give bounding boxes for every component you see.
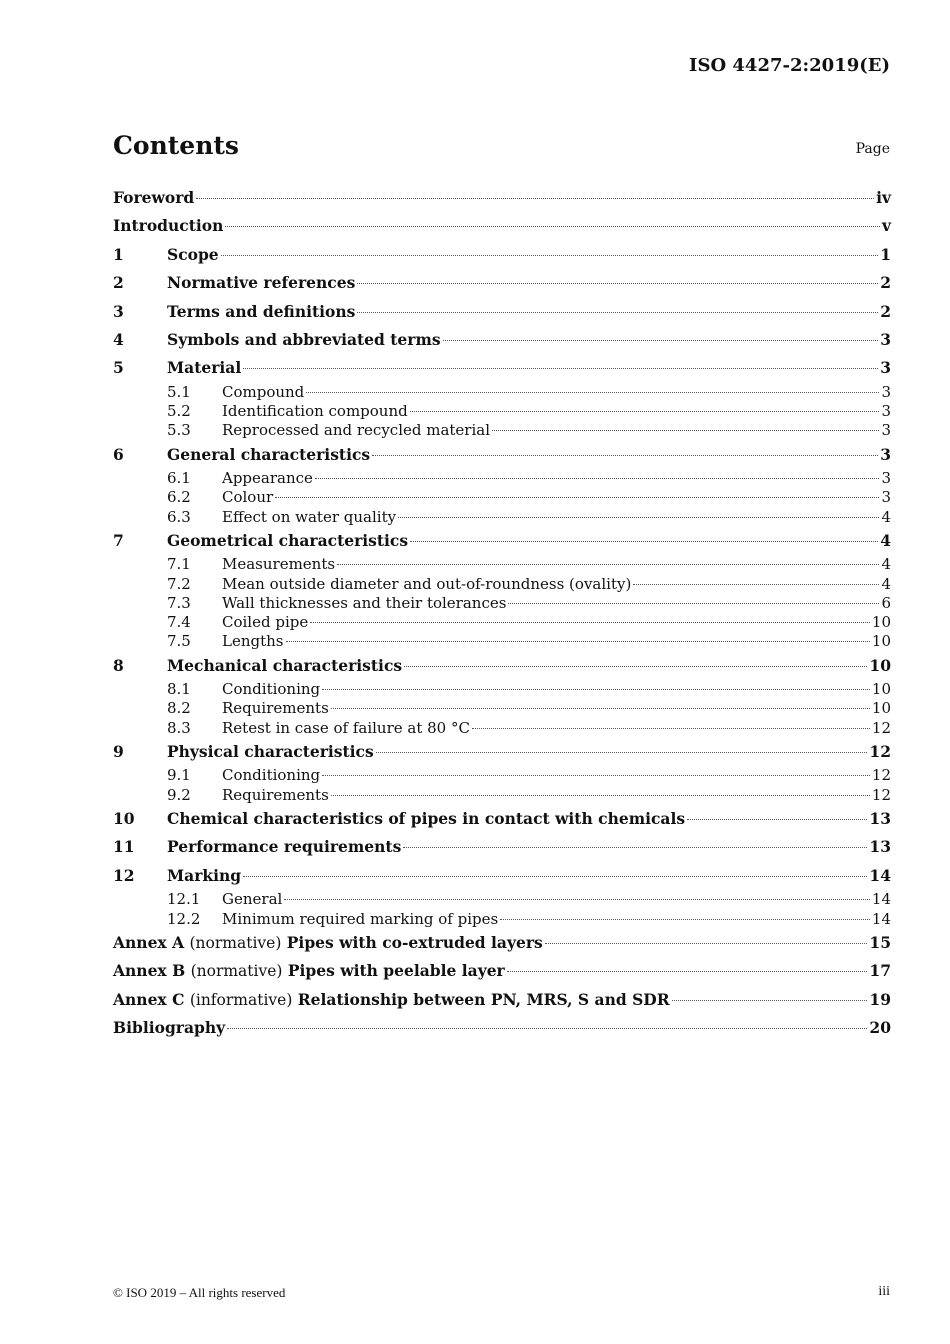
toc-entry[interactable] bbox=[113, 269, 891, 297]
toc-entry[interactable] bbox=[113, 469, 891, 488]
annex-label: Annex A bbox=[113, 932, 185, 952]
toc-entry[interactable] bbox=[113, 786, 891, 805]
dot-leader bbox=[492, 430, 879, 431]
dot-leader bbox=[331, 708, 870, 709]
toc-entry[interactable] bbox=[113, 632, 891, 651]
toc-entry-page: 17 bbox=[869, 961, 891, 981]
dot-leader bbox=[322, 775, 870, 776]
dot-leader bbox=[376, 752, 868, 753]
toc-entry-page: 20 bbox=[869, 1017, 891, 1037]
toc-entry-number: 12.2 bbox=[167, 909, 201, 928]
dot-leader bbox=[275, 497, 879, 498]
dot-leader bbox=[284, 899, 870, 900]
dot-leader bbox=[286, 641, 870, 642]
dot-leader bbox=[443, 340, 879, 341]
toc-entry-title: Lengths bbox=[222, 632, 284, 651]
toc-entry-number: 9.2 bbox=[167, 785, 191, 804]
toc-entry-number: 7.4 bbox=[167, 613, 191, 632]
toc-entry-title: Bibliography bbox=[113, 1017, 226, 1037]
page-number: iii bbox=[878, 1284, 890, 1299]
toc-entry-title: Requirements bbox=[222, 699, 329, 718]
toc-entry-title: Scope bbox=[167, 244, 219, 264]
toc-entry-page: 10 bbox=[871, 632, 891, 651]
toc-entry-number: 4 bbox=[113, 329, 124, 349]
toc-entry-number: 5.1 bbox=[167, 382, 191, 401]
toc-entry-title: Terms and definitions bbox=[167, 301, 356, 321]
dot-leader bbox=[672, 1000, 868, 1001]
toc-entry[interactable] bbox=[113, 488, 891, 507]
toc-entry-page: 14 bbox=[869, 865, 891, 885]
toc-entry-title: Normative references bbox=[167, 273, 356, 293]
toc-entry-page: 4 bbox=[881, 555, 891, 574]
toc-entry-number: 5 bbox=[113, 358, 124, 378]
toc-entry-title: Material bbox=[167, 358, 242, 378]
dot-leader bbox=[372, 455, 878, 456]
dot-leader bbox=[306, 392, 879, 393]
toc-entry-number: 12 bbox=[113, 865, 135, 885]
toc-entry[interactable] bbox=[113, 833, 891, 861]
toc-entry-title: Physical characteristics bbox=[167, 742, 374, 762]
dot-leader bbox=[196, 198, 874, 199]
toc-entry-number: 8 bbox=[113, 655, 124, 675]
toc-entry-title: Measurements bbox=[222, 555, 336, 574]
table-of-contents bbox=[113, 184, 891, 1042]
page-title: Contents bbox=[113, 131, 240, 160]
dot-leader bbox=[687, 819, 867, 820]
toc-entry[interactable] bbox=[113, 241, 891, 269]
toc-entry-title bbox=[113, 929, 543, 957]
toc-entry-page: 4 bbox=[880, 530, 891, 550]
toc-entry-title: Wall thicknesses and their tolerances bbox=[222, 593, 507, 612]
dot-leader bbox=[243, 368, 878, 369]
toc-entry-number: 11 bbox=[113, 837, 135, 857]
dot-leader bbox=[322, 689, 870, 690]
toc-entry-page: 6 bbox=[881, 593, 891, 612]
dot-leader bbox=[500, 919, 870, 920]
toc-entry-title: Chemical characteristics of pipes in contact with chemicals bbox=[167, 809, 686, 829]
annex-title: Pipes with peelable layer bbox=[287, 961, 505, 981]
toc-entry[interactable] bbox=[113, 929, 891, 957]
toc-entry-page: 4 bbox=[881, 507, 891, 526]
toc-entry-title: Conditioning bbox=[222, 766, 321, 785]
toc-entry-number: 7.3 bbox=[167, 593, 191, 612]
toc-entry-page: 15 bbox=[869, 932, 891, 952]
dot-leader bbox=[221, 255, 879, 256]
toc-entry-page: v bbox=[881, 216, 891, 236]
toc-entry-number: 7.2 bbox=[167, 574, 191, 593]
toc-entry-title: Requirements bbox=[222, 785, 329, 804]
toc-entry[interactable] bbox=[113, 421, 891, 440]
toc-entry-title: Compound bbox=[222, 382, 305, 401]
dot-leader bbox=[225, 226, 880, 227]
toc-entry[interactable] bbox=[113, 354, 891, 382]
toc-entry-page: 12 bbox=[871, 718, 891, 737]
toc-entry[interactable] bbox=[113, 508, 891, 527]
toc-entry-number: 1 bbox=[113, 244, 124, 264]
toc-entry-title: Conditioning bbox=[222, 680, 321, 699]
toc-entry-page: 1 bbox=[880, 244, 891, 264]
toc-entry-page: 10 bbox=[871, 699, 891, 718]
toc-entry-page: 3 bbox=[880, 358, 891, 378]
annex-title: Relationship between PN, MRS, S and SDR bbox=[297, 989, 670, 1009]
dot-leader bbox=[410, 541, 878, 542]
toc-entry-number: 10 bbox=[113, 809, 135, 829]
toc-entry-page: 13 bbox=[869, 837, 891, 857]
toc-entry-page: 4 bbox=[881, 574, 891, 593]
toc-entry[interactable] bbox=[113, 575, 891, 594]
toc-entry-title bbox=[113, 957, 505, 985]
toc-entry-title: Performance requirements bbox=[167, 837, 402, 857]
annex-title: Pipes with co-extruded layers bbox=[286, 932, 543, 952]
dot-leader bbox=[403, 847, 867, 848]
toc-entry-number: 7 bbox=[113, 530, 124, 550]
toc-entry-title: Minimum required marking of pipes bbox=[222, 909, 499, 928]
dot-leader bbox=[315, 478, 880, 479]
document-id: ISO 4427-2:2019(E) bbox=[689, 55, 890, 76]
toc-entry-page: 3 bbox=[881, 488, 891, 507]
toc-entry-number: 8.2 bbox=[167, 699, 191, 718]
toc-entry[interactable] bbox=[113, 699, 891, 718]
toc-entry-number: 6.2 bbox=[167, 488, 191, 507]
toc-entry[interactable] bbox=[113, 719, 891, 738]
toc-entry[interactable] bbox=[113, 184, 891, 212]
toc-entry-number: 12.1 bbox=[167, 890, 201, 909]
annex-type: (normative) bbox=[189, 933, 282, 952]
dot-leader bbox=[357, 312, 878, 313]
toc-entry-number: 6 bbox=[113, 444, 124, 464]
toc-entry-title: Mechanical characteristics bbox=[167, 655, 403, 675]
toc-entry-page: 3 bbox=[881, 469, 891, 488]
toc-entry-number: 8.1 bbox=[167, 680, 191, 699]
toc-entry-title bbox=[113, 986, 670, 1014]
toc-entry[interactable] bbox=[113, 613, 891, 632]
toc-entry-title: Foreword bbox=[113, 188, 195, 207]
dot-leader bbox=[398, 517, 879, 518]
dot-leader bbox=[310, 622, 870, 623]
toc-entry-number: 8.3 bbox=[167, 718, 191, 737]
toc-entry[interactable] bbox=[113, 862, 891, 890]
toc-entry-title: Introduction bbox=[113, 216, 224, 236]
dot-leader bbox=[472, 728, 870, 729]
dot-leader bbox=[243, 876, 867, 877]
toc-entry-title: General characteristics bbox=[167, 444, 371, 464]
toc-entry-title: Retest in case of failure at 80 °C bbox=[222, 718, 470, 737]
toc-entry-page: iv bbox=[876, 188, 891, 207]
toc-entry-page: 3 bbox=[881, 421, 891, 440]
toc-entry-page: 10 bbox=[871, 680, 891, 699]
toc-entry-title: Colour bbox=[222, 488, 274, 507]
dot-leader bbox=[331, 795, 870, 796]
dot-leader bbox=[508, 603, 879, 604]
toc-entry-page: 3 bbox=[880, 444, 891, 464]
toc-entry-page: 3 bbox=[881, 382, 891, 401]
dot-leader bbox=[507, 971, 868, 972]
toc-entry-number: 6.1 bbox=[167, 469, 191, 488]
toc-entry-page: 13 bbox=[869, 809, 891, 829]
dot-leader bbox=[337, 564, 879, 565]
dot-leader bbox=[227, 1028, 867, 1029]
toc-entry-number: 7.5 bbox=[167, 632, 191, 651]
toc-entry-title: Marking bbox=[167, 865, 242, 885]
toc-entry-page: 14 bbox=[871, 909, 891, 928]
toc-entry-title: General bbox=[222, 890, 283, 909]
toc-entry[interactable] bbox=[113, 1014, 891, 1042]
toc-entry-number: 9.1 bbox=[167, 766, 191, 785]
toc-entry-title: Symbols and abbreviated terms bbox=[167, 329, 441, 349]
toc-entry[interactable] bbox=[113, 957, 891, 985]
toc-entry[interactable] bbox=[113, 594, 891, 613]
toc-entry-title: Coiled pipe bbox=[222, 613, 309, 632]
toc-entry-title: Identification compound bbox=[222, 402, 408, 421]
toc-entry-title: Appearance bbox=[222, 469, 313, 488]
toc-entry[interactable] bbox=[113, 680, 891, 699]
toc-entry[interactable] bbox=[113, 890, 891, 909]
toc-entry[interactable] bbox=[113, 805, 891, 833]
toc-entry-title: Reprocessed and recycled material bbox=[222, 421, 491, 440]
dot-leader bbox=[633, 584, 879, 585]
toc-entry-number: 2 bbox=[113, 273, 124, 293]
toc-entry[interactable] bbox=[113, 212, 891, 240]
toc-entry-page: 19 bbox=[869, 989, 891, 1009]
toc-entry[interactable] bbox=[113, 555, 891, 574]
toc-entry[interactable] bbox=[113, 383, 891, 402]
toc-entry[interactable] bbox=[113, 738, 891, 766]
toc-entry-page: 10 bbox=[871, 613, 891, 632]
toc-entry-page: 3 bbox=[881, 402, 891, 421]
toc-entry-title: Geometrical characteristics bbox=[167, 530, 409, 550]
toc-entry-page: 2 bbox=[880, 301, 891, 321]
toc-entry[interactable] bbox=[113, 402, 891, 421]
toc-entry-page: 12 bbox=[871, 766, 891, 785]
annex-type: (informative) bbox=[189, 990, 293, 1009]
toc-entry-page: 10 bbox=[869, 655, 891, 675]
toc-entry-number: 9 bbox=[113, 742, 124, 762]
toc-entry[interactable] bbox=[113, 766, 891, 785]
toc-entry[interactable] bbox=[113, 298, 891, 326]
toc-entry-page: 2 bbox=[880, 273, 891, 293]
toc-entry-number: 6.3 bbox=[167, 507, 191, 526]
toc-entry[interactable] bbox=[113, 986, 891, 1014]
toc-entry[interactable] bbox=[113, 910, 891, 929]
dot-leader bbox=[357, 283, 878, 284]
toc-entry-number: 5.2 bbox=[167, 402, 191, 421]
toc-entry-page: 14 bbox=[871, 890, 891, 909]
toc-entry[interactable] bbox=[113, 326, 891, 354]
toc-entry[interactable] bbox=[113, 652, 891, 680]
toc-entry-page: 12 bbox=[871, 785, 891, 804]
toc-entry-title: Effect on water quality bbox=[222, 507, 397, 526]
page-column-label: Page bbox=[855, 141, 890, 157]
toc-entry-number: 7.1 bbox=[167, 555, 191, 574]
toc-entry-number: 3 bbox=[113, 301, 124, 321]
annex-type: (normative) bbox=[190, 962, 283, 981]
annex-label: Annex C bbox=[113, 989, 185, 1009]
toc-entry[interactable] bbox=[113, 527, 891, 555]
toc-entry-page: 3 bbox=[880, 329, 891, 349]
copyright-notice: © ISO 2019 – All rights reserved bbox=[113, 1285, 286, 1300]
toc-entry-title: Mean outside diameter and out-of-roundness (ovality) bbox=[222, 574, 632, 593]
toc-entry-number: 5.3 bbox=[167, 421, 191, 440]
annex-label: Annex B bbox=[113, 961, 186, 981]
dot-leader bbox=[410, 411, 880, 412]
dot-leader bbox=[404, 666, 867, 667]
toc-entry-page: 12 bbox=[869, 742, 891, 762]
dot-leader bbox=[545, 943, 868, 944]
toc-entry[interactable] bbox=[113, 441, 891, 469]
